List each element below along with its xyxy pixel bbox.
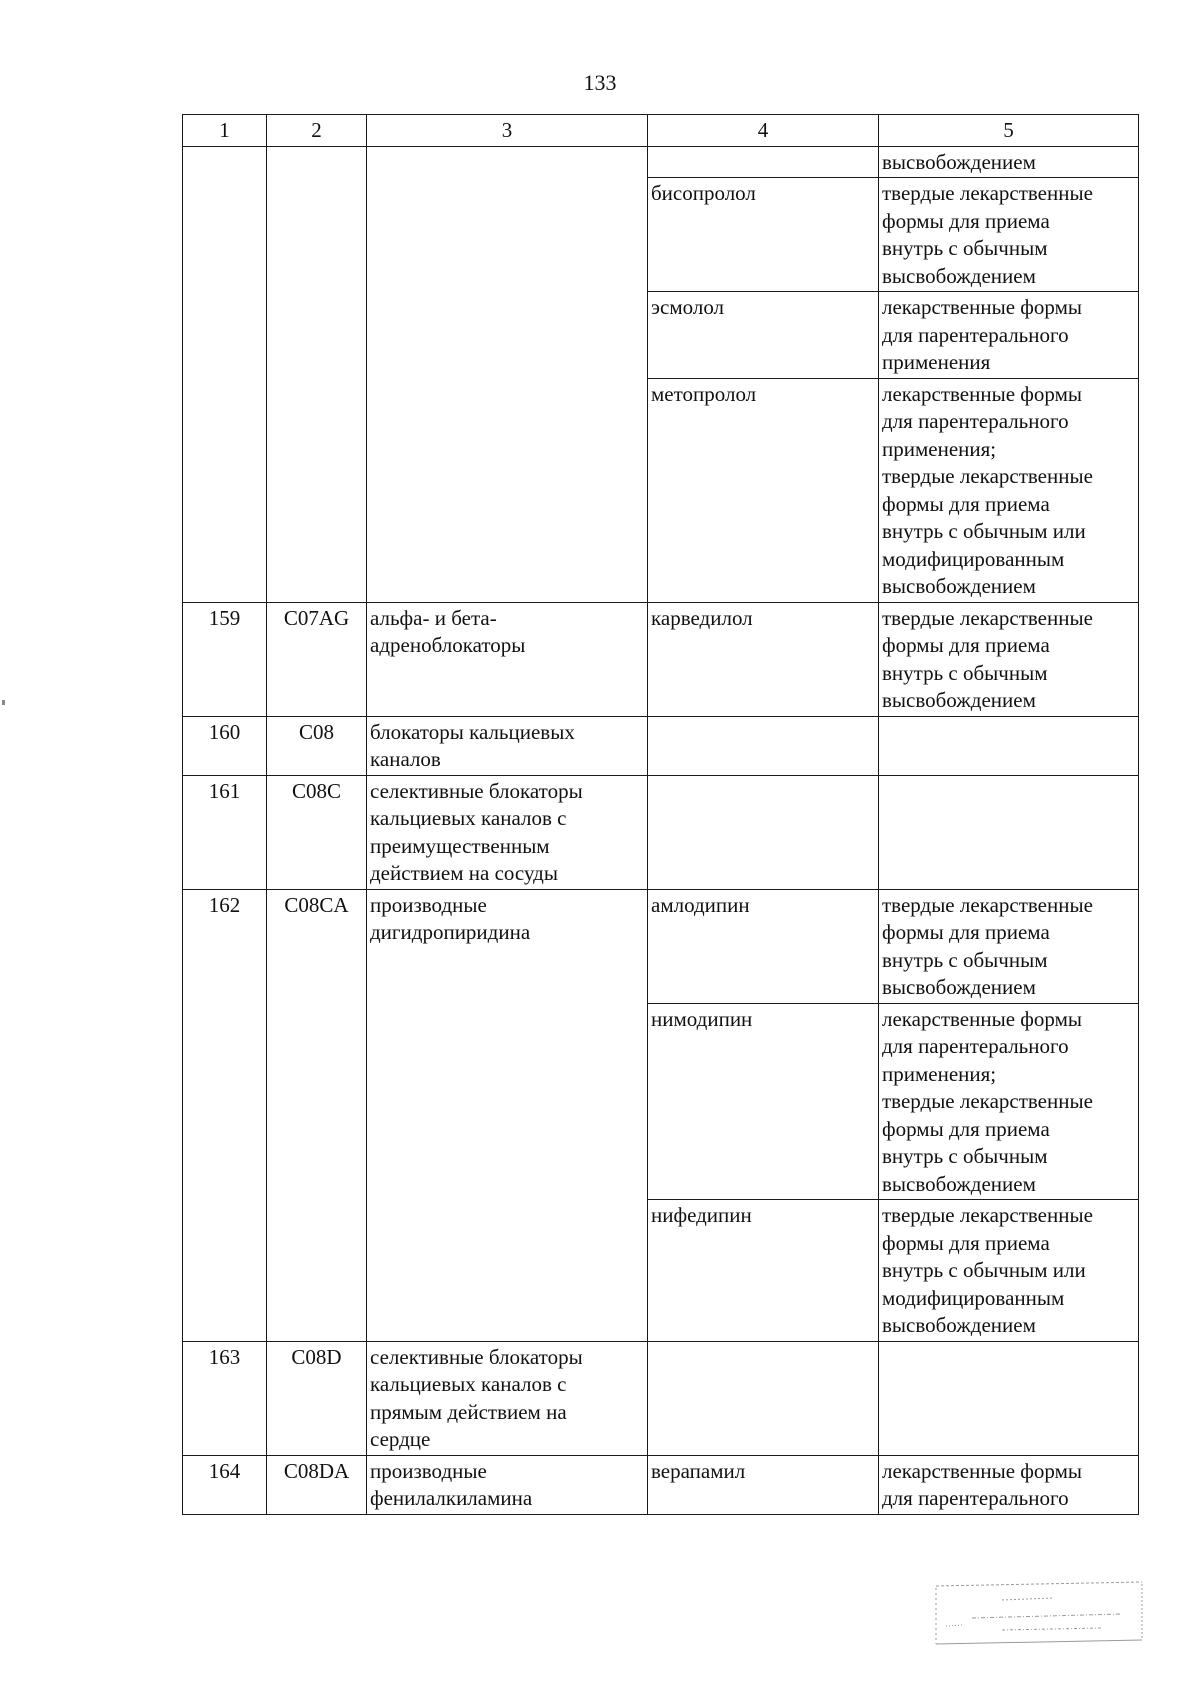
dosage-form-cell	[879, 378, 1139, 602]
drug-name-cell	[648, 1341, 879, 1455]
text-line: внутрь с обычным	[882, 947, 1048, 972]
table-row	[183, 146, 1139, 178]
atc-code-cell: C08C	[267, 775, 367, 889]
text-line: формы для приема	[882, 208, 1050, 233]
row-number-cell: 161	[183, 775, 267, 889]
text-line: для парентерального	[882, 1034, 1069, 1058]
text-line: адреноблокаторы	[370, 633, 526, 657]
text-line: твердые лекарственные	[882, 892, 1093, 917]
group-name-cell	[367, 146, 648, 602]
text-line: высвобождением	[882, 1171, 1036, 1196]
dosage-form-cell	[879, 1003, 1139, 1200]
dosage-form-cell	[879, 1341, 1139, 1455]
header-col-5: 5	[879, 115, 1139, 147]
text-line: лекарственные формы	[882, 295, 1082, 319]
text-line: высвобождением	[882, 688, 1036, 712]
group-name-cell	[367, 889, 648, 1341]
dosage-form-cell	[879, 292, 1139, 379]
drug-name-cell: нимодипин	[648, 1003, 879, 1200]
dosage-form-cell	[879, 1455, 1139, 1514]
header-col-4: 4	[648, 115, 879, 147]
text-line: высвобождением	[882, 975, 1036, 999]
header-col-2: 2	[267, 115, 367, 147]
text-line: каналов	[370, 747, 441, 771]
text-line: применения	[882, 350, 991, 374]
table-row	[183, 1341, 1139, 1455]
row-number-cell: 162	[183, 889, 267, 1341]
text-line: высвобождением	[882, 1313, 1036, 1337]
text-line: твердые лекарственные	[882, 1089, 1093, 1113]
table-body	[183, 146, 1139, 1514]
row-number-cell: 159	[183, 602, 267, 716]
dosage-form-cell	[879, 775, 1139, 889]
scan-speck	[2, 700, 6, 706]
text-line: прямым действием на	[370, 1399, 567, 1424]
text-line: селективные блокаторы	[370, 778, 583, 803]
drug-table	[182, 114, 1139, 1515]
dosage-form-cell	[879, 178, 1139, 292]
group-name-cell	[367, 1341, 648, 1455]
drug-name-cell: амлодипин	[648, 889, 879, 1003]
row-number-cell: 163	[183, 1341, 267, 1455]
text-line: твердые лекарственные	[882, 1203, 1093, 1227]
text-line: для парентерального	[882, 1486, 1069, 1510]
drug-name-cell: верапамил	[648, 1455, 879, 1514]
text-line: внутрь с обычным или	[882, 519, 1086, 543]
drug-name-cell	[648, 146, 879, 178]
group-name-cell	[367, 1455, 648, 1514]
text-line: применения;	[882, 1061, 997, 1086]
header-col-3: 3	[367, 115, 648, 147]
text-line: внутрь с обычным	[882, 1144, 1048, 1168]
dosage-form-cell	[879, 1200, 1139, 1342]
row-number-cell: 160	[183, 716, 267, 775]
table-row	[183, 716, 1139, 775]
text-line: лекарственные формы	[882, 381, 1082, 406]
drug-name-cell: эсмолол	[648, 292, 879, 379]
table-row	[183, 1455, 1139, 1514]
drug-name-cell	[648, 716, 879, 775]
table-header	[183, 115, 1139, 147]
text-line: высвобождением	[882, 574, 1036, 598]
row-number-cell: 164	[183, 1455, 267, 1514]
library-stamp	[932, 1578, 1146, 1648]
drug-name-cell: метопролол	[648, 378, 879, 602]
text-line: высвобождением	[882, 149, 1036, 174]
drug-name-cell: нифедипин	[648, 1200, 879, 1342]
dosage-form-cell	[879, 602, 1139, 716]
text-line: селективные блокаторы	[370, 1344, 583, 1369]
text-line: твердые лекарственные	[882, 181, 1093, 205]
text-line: формы для приема	[882, 920, 1050, 944]
dosage-form-cell	[879, 889, 1139, 1003]
text-line: сердце	[370, 1427, 431, 1451]
text-line: формы для приема	[882, 491, 1050, 516]
atc-code-cell: C08	[267, 716, 367, 775]
text-line: преимущественным	[370, 833, 550, 858]
atc-code-cell	[267, 146, 367, 602]
text-line: блокаторы кальциевых	[370, 719, 575, 744]
drug-name-cell	[648, 775, 879, 889]
text-line: применения;	[882, 436, 997, 461]
text-line: формы для приема	[882, 1116, 1050, 1141]
text-line: формы для приема	[882, 633, 1050, 657]
header-col-1: 1	[183, 115, 267, 147]
text-line: дигидропиридина	[370, 920, 531, 944]
group-name-cell	[367, 716, 648, 775]
text-line: лекарственные формы	[882, 1458, 1082, 1483]
text-line: для парентерального	[882, 322, 1069, 347]
drug-name-cell: бисопролол	[648, 178, 879, 292]
text-line: альфа- и бета-	[370, 605, 497, 630]
atc-code-cell: C07AG	[267, 602, 367, 716]
atc-code-cell: C08DA	[267, 1455, 367, 1514]
text-line: твердые лекарственные	[882, 605, 1093, 630]
text-line: для парентерального	[882, 409, 1069, 433]
text-line: фенилалкиламина	[370, 1486, 533, 1510]
text-line: внутрь с обычным или	[882, 1258, 1086, 1282]
text-line: формы для приема	[882, 1230, 1050, 1255]
table-row	[183, 602, 1139, 716]
page-number: 133	[583, 70, 617, 95]
text-line: высвобождением	[882, 263, 1036, 288]
text-line: модифицированным	[882, 1285, 1065, 1310]
atc-code-cell: C08CA	[267, 889, 367, 1341]
group-name-cell	[367, 602, 648, 716]
text-line: производные	[370, 1458, 487, 1483]
text-line: модифицированным	[882, 546, 1065, 571]
atc-code-cell: C08D	[267, 1341, 367, 1455]
text-line: внутрь с обычным	[882, 236, 1048, 260]
table-row	[183, 889, 1139, 1003]
group-name-cell	[367, 775, 648, 889]
text-line: кальциевых каналов с	[370, 1372, 567, 1396]
dosage-form-cell	[879, 716, 1139, 775]
drug-name-cell: карведилол	[648, 602, 879, 716]
text-line: внутрь с обычным	[882, 660, 1048, 685]
text-line: действием на сосуды	[370, 861, 558, 885]
text-line: твердые лекарственные	[882, 464, 1093, 488]
text-line: кальциевых каналов с	[370, 806, 567, 830]
header-row	[183, 115, 1139, 147]
table-row	[183, 775, 1139, 889]
text-line: производные	[370, 892, 487, 917]
row-number-cell	[183, 146, 267, 602]
dosage-form-cell	[879, 146, 1139, 178]
text-line: лекарственные формы	[882, 1006, 1082, 1031]
